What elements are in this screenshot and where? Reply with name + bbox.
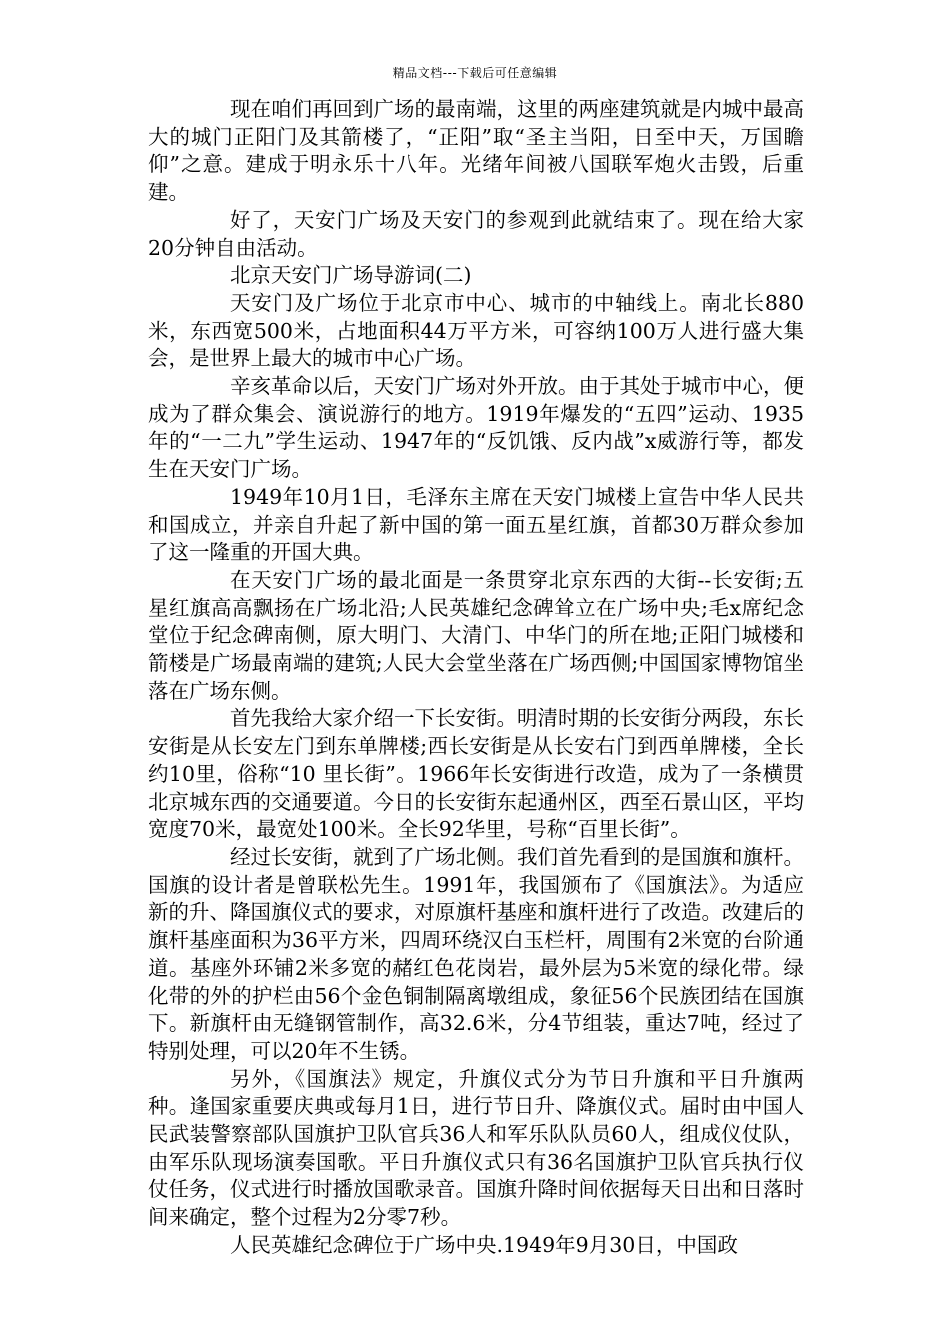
paragraph: 人民英雄纪念碑位于广场中央.1949年9月30日，中国政 (230, 1232, 738, 1257)
section-title: 北京天安门广场导游词(二) (230, 263, 472, 288)
paragraph: 1949年10月1日，毛泽东主席在天安门城楼上宣告中华人民共和国成立，并亲自升起了新中国的第一面五星红旗，首都30万群众参加了这一隆重的开国大典。 (148, 484, 804, 565)
paragraph: 好了，天安门广场及天安门的参观到此就结束了。现在给大家20分钟自由活动。 (148, 207, 804, 260)
page-header: 精品文档---下载后可任意编辑 (392, 66, 558, 80)
paragraph: 辛亥革命以后，天安门广场对外开放。由于其处于城市中心，便成为了群众集会、演说游行的地方。1919年爆发的“五四”运动、1935年的“一二九”学生运动、1947年的“反饥饿、反内战”x威游行等，都发生在天安门广场。 (148, 374, 804, 482)
paragraph: 经过长安街，就到了广场北侧。我们首先看到的是国旗和旗杆。国旗的设计者是曾联松先生。1991年，我国颁布了《国旗法》。为适应新的升、降国旗仪式的要求，对原旗杆基座和旗杆进行了改造。改建后的旗杆基座面积为36平方米，四周环绕汉白玉栏杆，周围有2米宽的台阶通道。基座外环铺2米多宽的赭红色花岗岩，最外层为5米宽的绿化带。绿化带的外的护栏由56个金色铜制隔离墩组成，象征56个民族团结在国旗下。新旗杆由无缝钢管制作，高32.6米，分4节组装，重达7吨，经过了特别处理，可以20年不生锈。 (148, 844, 804, 1063)
document-body (148, 96, 804, 1260)
paragraph: 首先我给大家介绍一下长安街。明清时期的长安街分两段，东长安街是从长安左门到东单牌楼;西长安街是从长安右门到西单牌楼，全长约10里，俗称“10 里长街”。1966年长安街进行改造，成为了一条横贯北京城东西的交通要道。今日的长安街东起通州区，西至石景山区，平均宽度70米，最宽处100米。全长92华里，号称“百里长街”。 (148, 706, 804, 842)
paragraph: 天安门及广场位于北京市中心、城市的中轴线上。南北长880米，东西宽500米，占地面积44万平方米，可容纳100万人进行盛大集会，是世界上最大的城市中心广场。 (148, 290, 804, 371)
paragraph: 在天安门广场的最北面是一条贯穿北京东西的大街--长安街;五星红旗高高飘扬在广场北沿;人民英雄纪念碑耸立在广场中央;毛x席纪念堂位于纪念碑南侧，原大明门、大清门、中华门的所在地;正阳门城楼和箭楼是广场最南端的建筑;人民大会堂坐落在广场西侧;中国国家博物馆坐落在广场东侧。 (148, 567, 804, 703)
paragraph: 现在咱们再回到广场的最南端，这里的两座建筑就是内城中最高大的城门正阳门及其箭楼了，“正阳”取“圣主当阳，日至中天，万国瞻仰”之意。建成于明永乐十八年。光绪年间被八国联军炮火击毁，后重建。 (148, 97, 804, 205)
paragraph: 另外，《国旗法》规定，升旗仪式分为节日升旗和平日升旗两种。逢国家重要庆典或每月1日，进行节日升、降旗仪式。届时由中国人民武装警察部队国旗护卫队官兵36人和军乐队队员60人，组成仪仗队，由军乐队现场演奏国歌。平日升旗仪式只有36名国旗护卫队官兵执行仪仗任务，仪式进行时播放国歌录音。国旗升降时间依据每天日出和日落时间来确定，整个过程为2分零7秒。 (148, 1066, 804, 1230)
